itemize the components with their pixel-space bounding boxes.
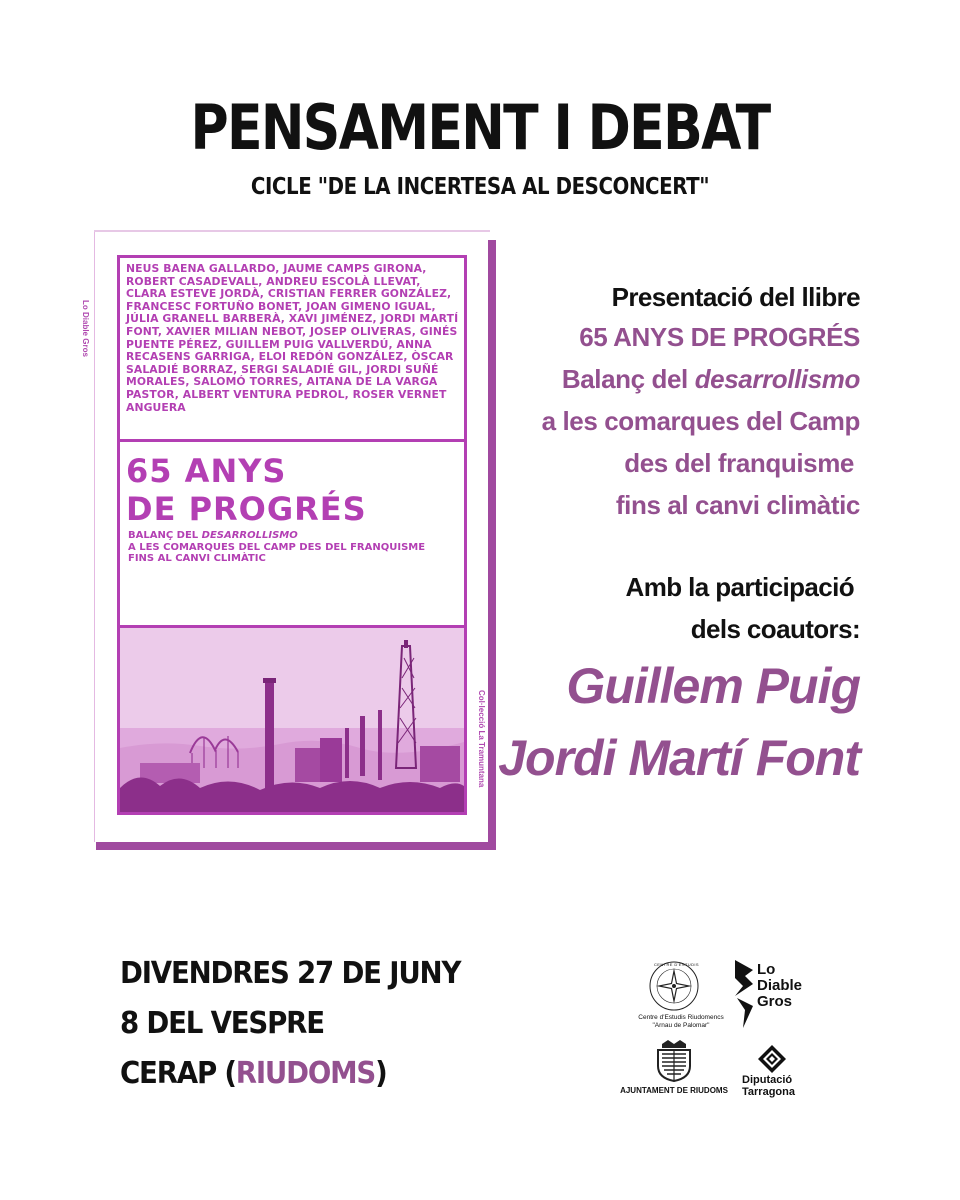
venue-suffix: ) bbox=[375, 1056, 387, 1091]
book-edge-top bbox=[94, 230, 490, 232]
diputacio-mark-icon bbox=[757, 1044, 787, 1074]
event-time: 8 DEL VESPRE bbox=[120, 1006, 324, 1041]
cover-subtitle-rest: A LES COMARQUES DEL CAMP DES DEL FRANQUISME FINS AL CANVI CLIMÀTIC bbox=[128, 541, 426, 565]
diable-lo: Lo bbox=[757, 961, 776, 978]
event-date: DIVENDRES 27 DE JUNY bbox=[120, 956, 461, 991]
book-publisher-vertical: Lo Diable Gros bbox=[81, 300, 90, 357]
ajuntament-name: AJUNTAMENT DE RIUDOMS bbox=[620, 1086, 728, 1095]
book-edge-left bbox=[94, 230, 95, 842]
coauthor-1: Guillem Puig bbox=[566, 658, 860, 714]
book-edge-bottom bbox=[96, 842, 496, 850]
cover-divider bbox=[117, 439, 467, 442]
cover-industrial-photo bbox=[120, 628, 464, 812]
cerap-ring-text: CENTRE D'ESTUDIS bbox=[654, 962, 699, 967]
refinery-illustration bbox=[120, 628, 464, 812]
cover-subtitle-prefix: BALANÇ DEL bbox=[128, 530, 202, 541]
venue-prefix: CERAP ( bbox=[120, 1056, 236, 1091]
event-book-title: 65 ANYS DE PROGRÉS bbox=[579, 322, 860, 352]
presentation-label: Presentació del llibre bbox=[611, 282, 860, 312]
cerap-subname: "Arnau de Palomar" bbox=[652, 1022, 710, 1029]
event-line-balanc-text: Balanç del bbox=[561, 364, 695, 394]
diputacio-line2: Tarragona bbox=[742, 1086, 795, 1098]
book-edge-right bbox=[488, 240, 496, 850]
event-line-comarques: a les comarques del Camp bbox=[541, 406, 860, 436]
diable-gros: Gros bbox=[757, 993, 793, 1010]
cover-authors: NEUS BAENA GALLARDO, JAUME CAMPS GIRONA, ROBERT CASADEVALL, ANDREU ESCOLÀ LLEVAT, CLARA ESTEVE JORDÀ, CRISTIAN FERRER GONZÁLEZ, FRANCESC FORTUÑO BONET, JOAN GIMENO IGUAL, JÚLIA GRANELL BARBERÀ, XAVI JIMÉNEZ, JORDI MARTÍ FONT, XAVIER MILIAN NEBOT, JOSEP OLIVERAS, GINÉS PUENTE PÉREZ, GUILLEM PUIG VALLVERDÚ, ANNA RECASENS GARRIGA, ELOI REDÓN GONZÁLEZ, ÒSCAR SALADIÉ BORRAZ, SERGI SALADIÉ GIL, JORDI SUÑÉ MORALES, SALOMÓ TORRES, AITANA DE LA VARGA PASTOR, ALBERT VENTURA PEDROL, ROSER VERNET ANGUERA bbox=[126, 262, 459, 414]
cover-title-line2: DE PROGRÉS bbox=[126, 490, 367, 528]
participation-line2: dels coautors: bbox=[690, 614, 860, 644]
cover-subtitle bbox=[128, 530, 448, 565]
diputacio-line1: Diputació bbox=[742, 1074, 793, 1086]
page-subtitle: CICLE "DE LA INCERTESA AL DESCONCERT" bbox=[250, 174, 710, 200]
cover-subtitle-italic: DESARROLLISMO bbox=[201, 530, 298, 541]
event-line-balanc-italic: desarrollismo bbox=[694, 364, 860, 394]
compass-rose-icon bbox=[648, 960, 700, 1012]
cerap-name: Centre d'Estudis Riudomencs bbox=[638, 1014, 724, 1021]
diable-diable: Diable bbox=[757, 977, 803, 994]
event-line-balanc bbox=[562, 362, 860, 396]
coauthor-2: Jordi Martí Font bbox=[498, 730, 860, 786]
event-line-canvi: fins al canvi climàtic bbox=[615, 490, 860, 520]
book-collection-vertical: Col·lecció La Tramuntana bbox=[477, 690, 486, 788]
venue-town: RIUDOMS bbox=[235, 1056, 376, 1091]
cover-title bbox=[126, 452, 462, 528]
cover-title-line1: 65 ANYS bbox=[126, 452, 287, 490]
event-line-franquisme: des del franquisme bbox=[624, 448, 854, 478]
participation-line1: Amb la participació bbox=[625, 572, 854, 602]
page-title: PENSAMENT I DEBAT bbox=[190, 91, 770, 164]
lo-diable-gros-mark-icon bbox=[733, 960, 755, 1028]
riudoms-coat-of-arms-icon bbox=[654, 1038, 694, 1082]
event-venue bbox=[120, 1055, 387, 1093]
